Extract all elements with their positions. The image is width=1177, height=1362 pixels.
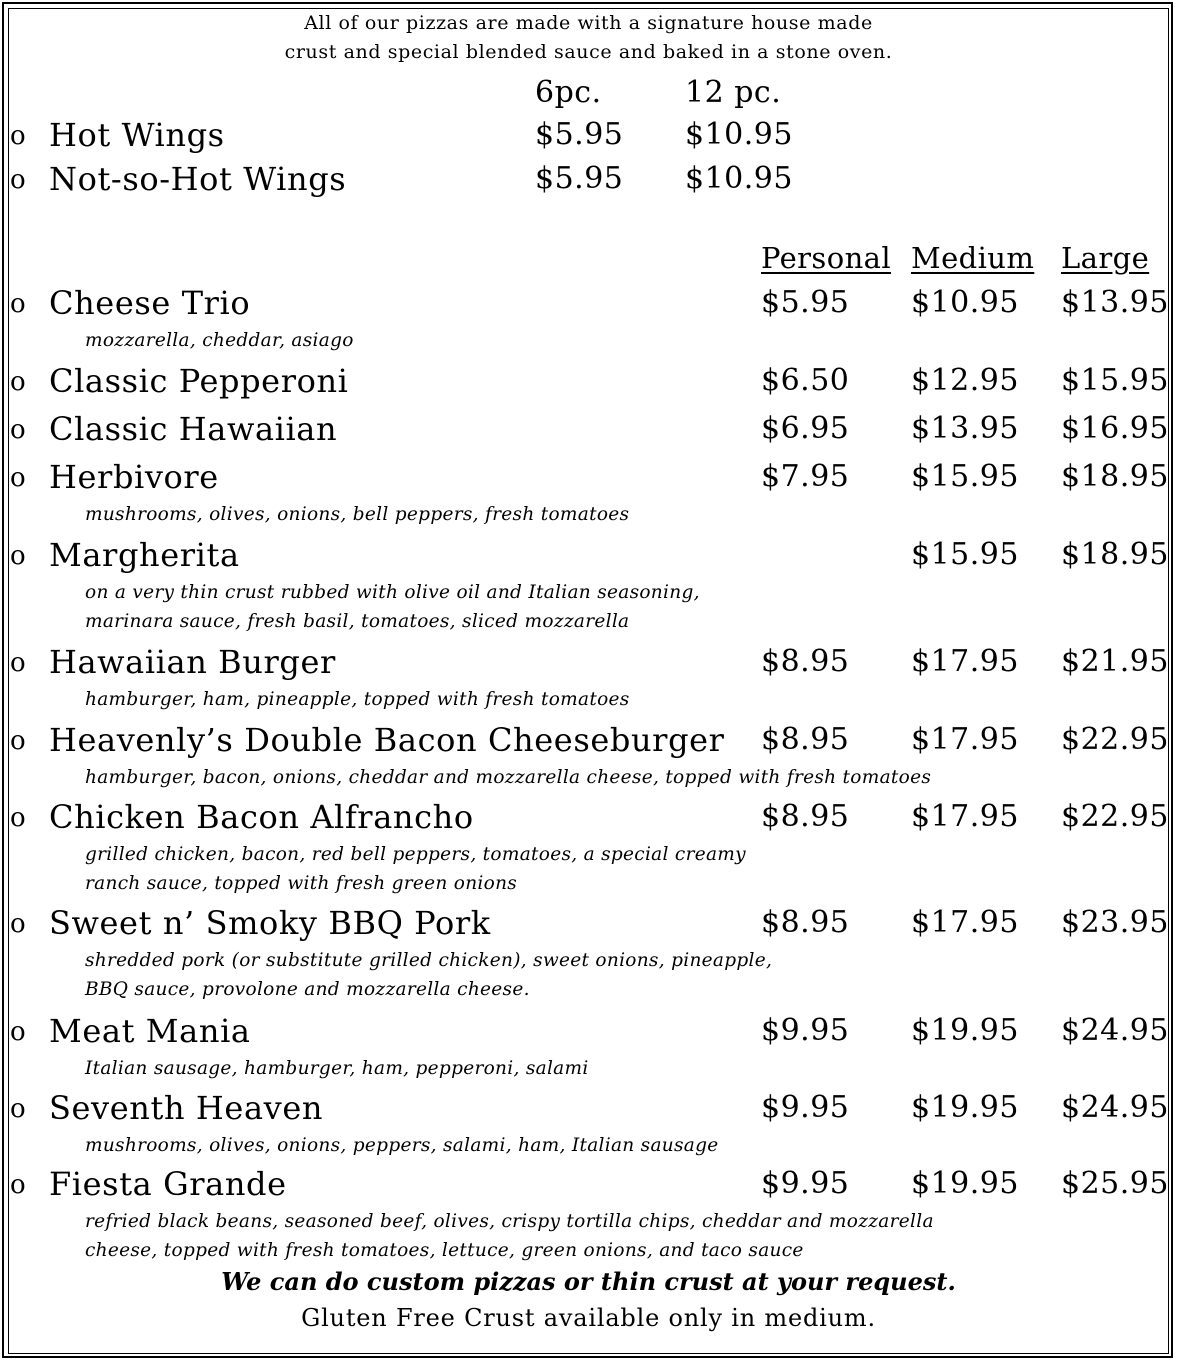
wings-item-price: $10.95 [685,161,793,196]
pizza-price: $21.95 [1061,644,1169,679]
pizza-price: $17.95 [911,905,1019,940]
bullet-icon: ο [10,121,26,151]
pizza-price: $5.95 [761,285,850,320]
pizza-name: Classic Pepperoni [49,362,349,400]
pizza-name: Heavenly’s Double Bacon Cheeseburger [49,721,725,759]
wings-header: 6pc. [535,75,602,110]
bullet-icon: ο [10,415,26,445]
bullet-icon: ο [10,909,26,939]
wings-item-name: Hot Wings [49,116,225,154]
pizza-description: cheese, topped with fresh tomatoes, lettuce, green onions, and taco sauce [85,1240,804,1261]
pizza-description: marinara sauce, fresh basil, tomatoes, sliced mozzarella [85,611,630,632]
size-header: Large [1061,241,1150,275]
pizza-price: $19.95 [911,1013,1019,1048]
pizza-description: refried black beans, seasoned beef, olives, crispy tortilla chips, cheddar and mozzarella [85,1211,934,1232]
pizza-description: Italian sausage, hamburger, ham, pepperoni, salami [85,1058,589,1079]
pizza-price: $12.95 [911,363,1019,398]
pizza-price: $9.95 [761,1166,850,1201]
pizza-description: BBQ sauce, provolone and mozzarella cheese. [85,979,530,1000]
wings-item-name: Not-so-Hot Wings [49,160,347,198]
pizza-price: $17.95 [911,722,1019,757]
size-header: Personal [761,241,892,275]
bullet-icon: ο [10,1017,26,1047]
pizza-description: mozzarella, cheddar, asiago [85,330,354,351]
pizza-price: $17.95 [911,799,1019,834]
pizza-price: $18.95 [1061,459,1169,494]
pizza-price: $6.95 [761,411,850,446]
bullet-icon: ο [10,463,26,493]
pizza-price: $7.95 [761,459,850,494]
pizza-name: Fiesta Grande [49,1165,287,1203]
pizza-price: $15.95 [911,537,1019,572]
pizza-price: $10.95 [911,285,1019,320]
pizza-name: Margherita [49,536,240,574]
pizza-price: $8.95 [761,644,850,679]
pizza-description: ranch sauce, topped with fresh green onions [85,873,518,894]
custom-pizza-note: We can do custom pizzas or thin crust at your request. [221,1267,956,1296]
pizza-price: $17.95 [911,644,1019,679]
pizza-price: $9.95 [761,1090,850,1125]
wings-header: 12 pc. [685,75,782,110]
pizza-price: $22.95 [1061,799,1169,834]
pizza-name: Seventh Heaven [49,1089,324,1127]
bullet-icon: ο [10,541,26,571]
pizza-description: shredded pork (or substitute grilled chicken), sweet onions, pineapple, [85,950,773,971]
pizza-description: hamburger, bacon, onions, cheddar and mozzarella cheese, topped with fresh tomatoes [85,767,932,788]
wings-item-price: $10.95 [685,117,793,152]
bullet-icon: ο [10,726,26,756]
pizza-description: mushrooms, olives, onions, peppers, salami, ham, Italian sausage [85,1135,719,1156]
pizza-name: Sweet n’ Smoky BBQ Pork [49,904,491,942]
bullet-icon: ο [10,165,26,195]
pizza-price: $15.95 [911,459,1019,494]
pizza-price: $9.95 [761,1013,850,1048]
wings-item-price: $5.95 [535,161,624,196]
pizza-price: $6.50 [761,363,850,398]
pizza-description: hamburger, ham, pineapple, topped with fresh tomatoes [85,689,630,710]
pizza-price: $13.95 [911,411,1019,446]
pizza-description: on a very thin crust rubbed with olive oil and Italian seasoning, [85,582,700,603]
pizza-description: grilled chicken, bacon, red bell peppers, tomatoes, a special creamy [85,844,746,865]
bullet-icon: ο [10,289,26,319]
pizza-price: $16.95 [1061,411,1169,446]
pizza-price: $18.95 [1061,537,1169,572]
pizza-price: $24.95 [1061,1090,1169,1125]
gluten-free-note: Gluten Free Crust available only in medium. [301,1304,876,1332]
pizza-price: $13.95 [1061,285,1169,320]
pizza-name: Classic Hawaiian [49,410,338,448]
pizza-price: $24.95 [1061,1013,1169,1048]
bullet-icon: ο [10,367,26,397]
pizza-price: $19.95 [911,1166,1019,1201]
pizza-description: mushrooms, olives, onions, bell peppers, fresh tomatoes [85,504,630,525]
bullet-icon: ο [10,1170,26,1200]
pizza-name: Chicken Bacon Alfrancho [49,798,474,836]
pizza-name: Herbivore [49,458,219,496]
pizza-price: $15.95 [1061,363,1169,398]
pizza-price: $8.95 [761,722,850,757]
bullet-icon: ο [10,803,26,833]
pizza-price: $19.95 [911,1090,1019,1125]
size-header: Medium [911,241,1035,275]
pizza-name: Meat Mania [49,1012,251,1050]
pizza-name: Cheese Trio [49,284,251,322]
pizza-price: $25.95 [1061,1166,1169,1201]
wings-item-price: $5.95 [535,117,624,152]
intro-line-2: crust and special blended sauce and baked in a stone oven. [284,41,893,63]
pizza-price: $22.95 [1061,722,1169,757]
pizza-price: $8.95 [761,905,850,940]
pizza-price: $23.95 [1061,905,1169,940]
pizza-price: $8.95 [761,799,850,834]
intro-line-1: All of our pizzas are made with a signature house made [304,12,873,34]
bullet-icon: ο [10,1094,26,1124]
bullet-icon: ο [10,648,26,678]
pizza-name: Hawaiian Burger [49,643,336,681]
